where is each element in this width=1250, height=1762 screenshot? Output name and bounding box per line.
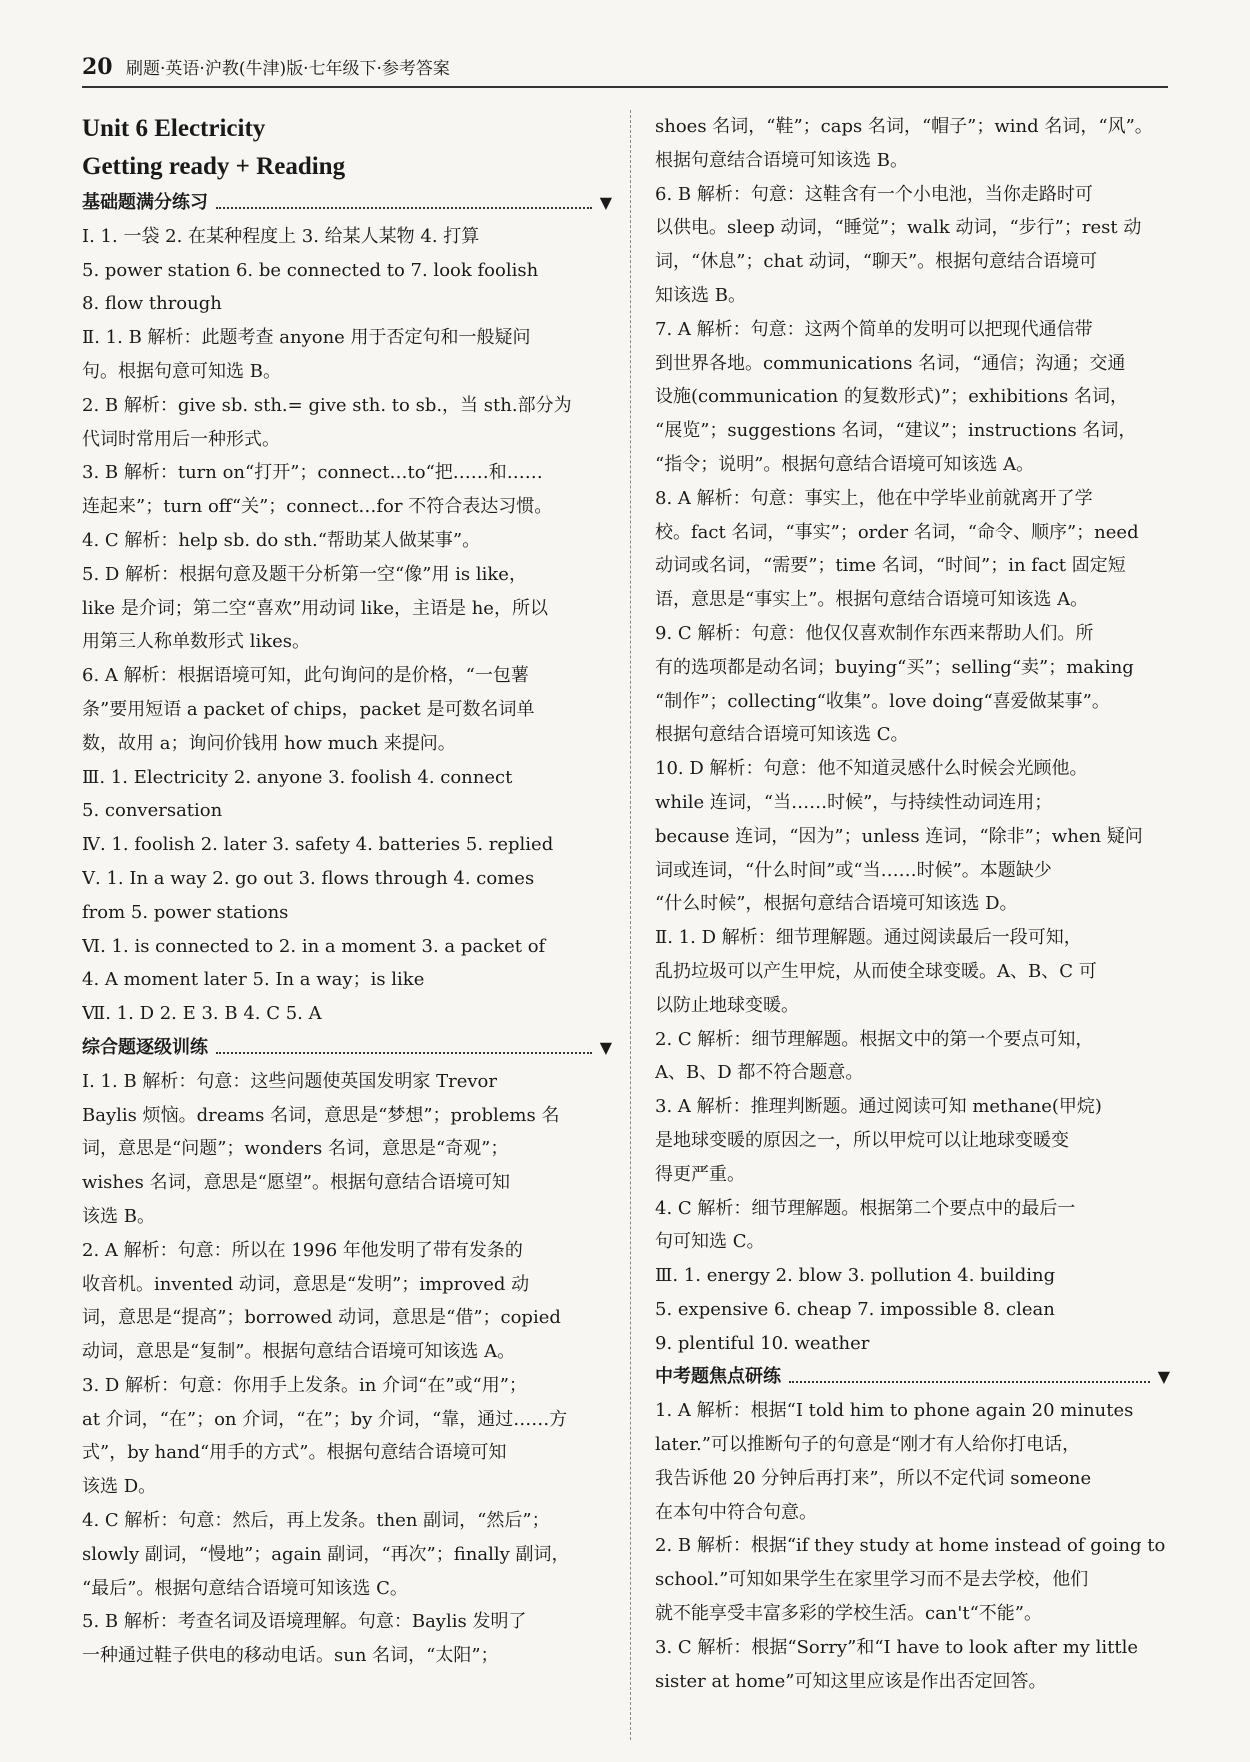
triangle-down-icon: ▼ xyxy=(1157,1367,1170,1387)
column-divider xyxy=(630,110,631,1740)
answer-line: 句可知选 C。 xyxy=(655,1231,765,1253)
answer-line: wishes 名词，意思是“愿望”。根据句意结合语境可知 xyxy=(82,1172,511,1194)
answer-line: “最后”。根据句意结合语境可知该选 C。 xyxy=(82,1577,408,1599)
section-title: 基础题满分练习 xyxy=(82,192,208,213)
dotted-leader xyxy=(216,1042,592,1054)
answer-line: from 5. power stations xyxy=(82,901,289,923)
answer-block xyxy=(82,220,612,1031)
answer-line: 得更严重。 xyxy=(655,1163,745,1185)
answer-line: 4. C 解析：句意：然后，再上发条。then 副词，“然后”； xyxy=(82,1510,550,1532)
answer-line: 1. A 解析：根据“I told him to phone again 20 minutes xyxy=(655,1400,1134,1422)
dotted-leader xyxy=(216,197,592,209)
answer-line: 2. A 解析：句意：所以在 1996 年他发明了带有发条的 xyxy=(82,1239,523,1261)
answer-line: Ⅴ. 1. In a way 2. go out 3. flows through 4. comes xyxy=(82,867,535,889)
answer-line: 动词或名词，“需要”；time 名词，“时间”；in fact 固定短 xyxy=(655,555,1126,577)
section-header-exam xyxy=(655,1360,1170,1394)
answer-line: 5. D 解析：根据句意及题干分析第一空“像”用 is like， xyxy=(82,563,527,585)
answer-line: 收音机。invented 动词，意思是“发明”；improved 动 xyxy=(82,1273,530,1295)
answer-line: 一种通过鞋子供电的移动电话。sun 名词，“太阳”； xyxy=(82,1645,499,1667)
answer-line: while 连词，“当……时候”，与持续性动词连用； xyxy=(655,791,1053,813)
answer-line: 5. conversation xyxy=(82,800,223,822)
answer-line: 语，意思是“事实上”。根据句意结合语境可知该选 A。 xyxy=(655,589,1089,611)
answer-line: 4. C 解析：help sb. do sth.“帮助某人做某事”。 xyxy=(82,529,481,551)
page-header xyxy=(82,52,1168,88)
answer-line: Ⅰ. 1. 一袋 2. 在某种程度上 3. 给某人某物 4. 打算 xyxy=(82,225,480,247)
answer-line: 9. C 解析：句意：他仅仅喜欢制作东西来帮助人们。所 xyxy=(655,622,1094,644)
answer-line: shoes 名词，“鞋”；caps 名词，“帽子”；wind 名词，“风”。 xyxy=(655,116,1153,137)
answer-line: 到世界各地。communications 名词，“通信；沟通；交通 xyxy=(655,352,1126,374)
answer-line: 知该选 B。 xyxy=(655,284,746,306)
answer-line: 9. plentiful 10. weather xyxy=(655,1332,870,1354)
answer-line: 有的选项都是动名词；buying“买”；selling“卖”；making xyxy=(655,656,1134,678)
answer-line: Ⅲ. 1. Electricity 2. anyone 3. foolish 4. connect xyxy=(82,766,513,788)
section-header-comprehensive xyxy=(82,1031,612,1065)
answer-line: because 连词，“因为”；unless 连词，“除非”；when 疑问 xyxy=(655,825,1143,847)
right-column xyxy=(655,110,1170,1698)
answer-line: 4. A moment later 5. In a way；is like xyxy=(82,969,425,991)
answer-line: Ⅳ. 1. foolish 2. later 3. safety 4. batteries 5. replied xyxy=(82,834,554,856)
answer-line: 8. flow through xyxy=(82,293,222,315)
answer-line: “指令；说明”。根据句意结合语境可知该选 A。 xyxy=(655,453,1035,475)
answer-line: 以供电。sleep 动词，“睡觉”；walk 动词，“步行”；rest 动 xyxy=(655,217,1142,239)
answer-block xyxy=(82,1065,612,1673)
answer-line: 2. C 解析：细节理解题。根据文中的第一个要点可知， xyxy=(655,1028,1094,1050)
answer-line: 该选 B。 xyxy=(82,1205,155,1227)
answer-line: Ⅱ. 1. B 解析：此题考查 anyone 用于否定句和一般疑问 xyxy=(82,327,531,349)
answer-line: 条”要用短语 a packet of chips，packet 是可数名词单 xyxy=(82,698,535,720)
answer-line: school.”可知如果学生在家里学习而不是去学校，他们 xyxy=(655,1569,1089,1591)
triangle-down-icon: ▼ xyxy=(599,193,612,212)
answer-line: 该选 D。 xyxy=(82,1476,157,1498)
answer-line: 数，故用 a；询问价钱用 how much 来提问。 xyxy=(82,732,456,754)
answer-line: “展览”；suggestions 名词，“建议”；instructions 名词， xyxy=(655,420,1137,442)
unit-title: Unit 6 Electricity xyxy=(82,115,266,142)
answer-line: 5. power station 6. be connected to 7. look foolish xyxy=(82,259,539,281)
answer-line: 5. B 解析：考查名词及语境理解。句意：Baylis 发明了 xyxy=(82,1611,527,1633)
answer-line: 6. A 解析：根据语境可知，此句询问的是价格，“一包薯 xyxy=(82,665,529,687)
answer-line: at 介词，“在”；on 介词，“在”；by 介词，“靠，通过……方 xyxy=(82,1408,568,1430)
answer-line: slowly 副词，“慢地”；again 副词，“再次”；finally 副词， xyxy=(82,1543,570,1565)
header-title: 刷题·英语·沪教(牛津)版·七年级下·参考答案 xyxy=(126,59,450,79)
answer-line: Ⅱ. 1. D 解析：细节理解题。通过阅读最后一段可知， xyxy=(655,927,1082,949)
answer-line: 以防止地球变暖。 xyxy=(655,994,799,1016)
page-number: 20 xyxy=(82,54,113,80)
answer-line: Baylis 烦恼。dreams 名词，意思是“梦想”；problems 名 xyxy=(82,1104,560,1126)
answer-line: 设施(communication 的复数形式)”；exhibitions 名词， xyxy=(655,386,1129,408)
answer-line: 词，“休息”；chat 动词，“聊天”。根据句意结合语境可 xyxy=(655,251,1098,273)
answer-line: 3. A 解析：推理判断题。通过阅读可知 methane(甲烷) xyxy=(655,1096,1102,1118)
answer-line: 4. C 解析：细节理解题。根据第二个要点中的最后一 xyxy=(655,1197,1076,1219)
answer-line: 我告诉他 20 分钟后再打来”，所以不定代词 someone xyxy=(655,1467,1092,1489)
answer-line: 词，意思是“问题”；wonders 名词，意思是“奇观”； xyxy=(82,1138,509,1160)
answer-line: 就不能享受丰富多彩的学校生活。can't“不能”。 xyxy=(655,1603,1042,1625)
answer-block xyxy=(655,110,1170,1360)
answer-line: 连起来”；turn off“关”；connect…for 不符合表达习惯。 xyxy=(82,496,553,518)
answer-line: 是地球变暖的原因之一，所以甲烷可以让地球变暖变 xyxy=(655,1129,1069,1151)
dotted-leader xyxy=(789,1371,1150,1383)
unit-subtitle: Getting ready + Reading xyxy=(82,153,346,180)
answer-line: 词或连词，“什么时间”或“当……时候”。本题缺少 xyxy=(655,859,1052,881)
answer-line: A、B、D 都不符合题意。 xyxy=(655,1062,864,1084)
answer-line: sister at home”可知这里应该是作出否定回答。 xyxy=(655,1670,1047,1692)
answer-line: 乱扔垃圾可以产生甲烷，从而使全球变暖。A、B、C 可 xyxy=(655,960,1097,982)
answer-line: 2. B 解析：根据“if they study at home instead of going to xyxy=(655,1535,1166,1557)
answer-line: 根据句意结合语境可知该选 C。 xyxy=(655,724,909,746)
answer-line: 式”，by hand“用手的方式”。根据句意结合语境可知 xyxy=(82,1442,507,1464)
answer-line: 动词，意思是“复制”。根据句意结合语境可知该选 A。 xyxy=(82,1341,516,1363)
section-title: 综合题逐级训练 xyxy=(82,1036,208,1058)
answer-line: Ⅶ. 1. D 2. E 3. B 4. C 5. A xyxy=(82,1003,322,1025)
triangle-down-icon: ▼ xyxy=(599,1037,612,1057)
answer-line: 7. A 解析：句意：这两个简单的发明可以把现代通信带 xyxy=(655,318,1093,340)
answer-line: Ⅲ. 1. energy 2. blow 3. pollution 4. building xyxy=(655,1265,1056,1287)
answer-line: 2. B 解析：give sb. sth.= give sth. to sb.，当 sth.部分为 xyxy=(82,394,572,416)
answer-line: 句。根据句意可知选 B。 xyxy=(82,360,281,382)
answer-line: “什么时候”，根据句意结合语境可知该选 D。 xyxy=(655,893,1018,915)
answer-line: 8. A 解析：句意：事实上，他在中学毕业前就离开了学 xyxy=(655,487,1093,509)
answer-line: 词，意思是“提高”；borrowed 动词，意思是“借”；copied xyxy=(82,1307,561,1329)
section-title: 中考题焦点研练 xyxy=(655,1366,781,1388)
answer-line: 10. D 解析：句意：他不知道灵感什么时候会光顾他。 xyxy=(655,758,1088,780)
answer-line: 3. C 解析：根据“Sorry”和“I have to look after my little xyxy=(655,1636,1139,1658)
answer-line: Ⅰ. 1. B 解析：句意：这些问题使英国发明家 Trevor xyxy=(82,1070,497,1092)
answer-line: 校。fact 名词，“事实”；order 名词，“命令、顺序”；need xyxy=(655,521,1139,543)
answer-line: 3. B 解析：turn on“打开”；connect…to“把……和…… xyxy=(82,462,543,484)
answer-line: later.”可以推断句子的句意是“刚才有人给你打电话， xyxy=(655,1434,1081,1456)
answer-line: “制作”；collecting“收集”。love doing“喜爱做某事”。 xyxy=(655,690,1110,712)
answer-block xyxy=(655,1394,1170,1698)
left-column xyxy=(82,110,612,1673)
section-header-basic xyxy=(82,186,612,220)
answer-line: 6. B 解析：句意：这鞋含有一个小电池，当你走路时可 xyxy=(655,183,1093,205)
answer-line: 根据句意结合语境可知该选 B。 xyxy=(655,149,908,171)
answer-line: 用第三人称单数形式 likes。 xyxy=(82,631,311,653)
answer-line: Ⅵ. 1. is connected to 2. in a moment 3. a packet of xyxy=(82,935,546,957)
answer-line: 3. D 解析：句意：你用手上发条。in 介词“在”或“用”； xyxy=(82,1374,527,1396)
answer-line: like 是介词；第二空“喜欢”用动词 like，主语是 he，所以 xyxy=(82,597,548,619)
answer-line: 5. expensive 6. cheap 7. impossible 8. clean xyxy=(655,1298,1055,1320)
answer-line: 在本句中符合句意。 xyxy=(655,1501,817,1523)
answer-line: 代词时常用后一种形式。 xyxy=(82,428,280,450)
